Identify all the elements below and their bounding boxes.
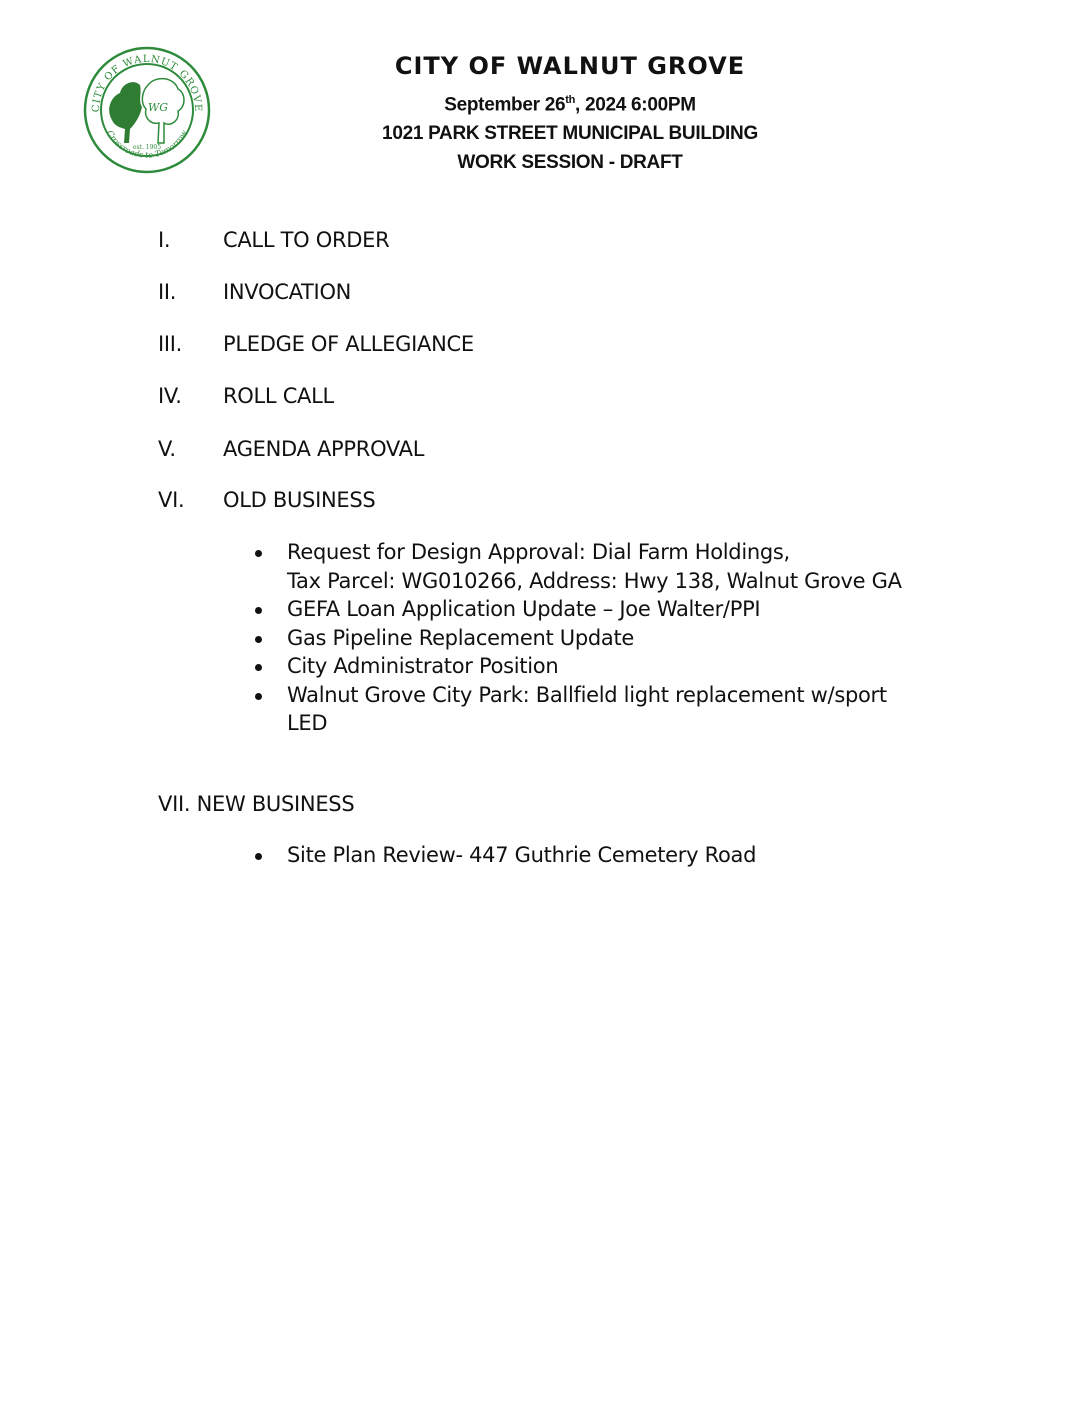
seal-ring-text: CITY OF WALNUT GROVE — [90, 53, 204, 113]
agenda-item-label: PLEDGE OF ALLEGIANCE — [223, 332, 474, 356]
list-item: Site Plan Review- 447 Guthrie Cemetery Road — [255, 841, 935, 870]
list-item: GEFA Loan Application Update – Joe Walter/PPI — [255, 595, 935, 624]
bullet-icon — [255, 664, 262, 671]
agenda-item-label: CALL TO ORDER — [223, 228, 390, 252]
list-item: Walnut Grove City Park: Ballfield light replacement w/sport LED — [255, 681, 935, 738]
agenda-item-number: I. — [158, 228, 171, 252]
agenda-item-label: INVOCATION — [223, 280, 352, 304]
old-business-list — [255, 538, 935, 738]
bullet-icon — [255, 853, 262, 860]
agenda-item-number: VI. — [158, 488, 185, 512]
agenda-item-number: V. — [158, 437, 176, 461]
bullet-icon — [255, 550, 262, 557]
seal-established: est. 1905 — [132, 144, 162, 151]
agenda-item-label: AGENDA APPROVAL — [223, 437, 425, 461]
agenda-item-number: III. — [158, 332, 183, 356]
agenda-item-label: ROLL CALL — [223, 384, 334, 408]
list-item: Gas Pipeline Replacement Update — [255, 624, 935, 653]
list-item: City Administrator Position — [255, 652, 935, 681]
new-business-list — [255, 841, 935, 870]
agenda-item-label: OLD BUSINESS — [223, 488, 376, 512]
new-business-heading: VII. NEW BUSINESS — [158, 792, 355, 816]
document-header — [330, 52, 810, 177]
city-seal-logo — [82, 45, 212, 175]
seal-monogram: WG — [148, 101, 169, 114]
agenda-item-number: IV. — [158, 384, 182, 408]
meeting-date: September 26th, 2024 6:00PM — [444, 94, 696, 116]
seal-motto: Crossroads to Tomorrow — [105, 128, 189, 160]
bullet-icon — [255, 636, 262, 643]
bullet-icon — [255, 607, 262, 614]
list-item: Request for Design Approval: Dial Farm Holdings, Tax Parcel: WG010266, Address: Hwy 138, Walnut Grove GA — [255, 538, 935, 595]
city-title: CITY OF WALNUT GROVE — [394, 52, 746, 80]
session-type: WORK SESSION - DRAFT — [457, 152, 683, 174]
agenda-item-number: II. — [158, 280, 177, 304]
meeting-location: 1021 PARK STREET MUNICIPAL BUILDING — [382, 123, 758, 145]
bullet-icon — [255, 693, 262, 700]
